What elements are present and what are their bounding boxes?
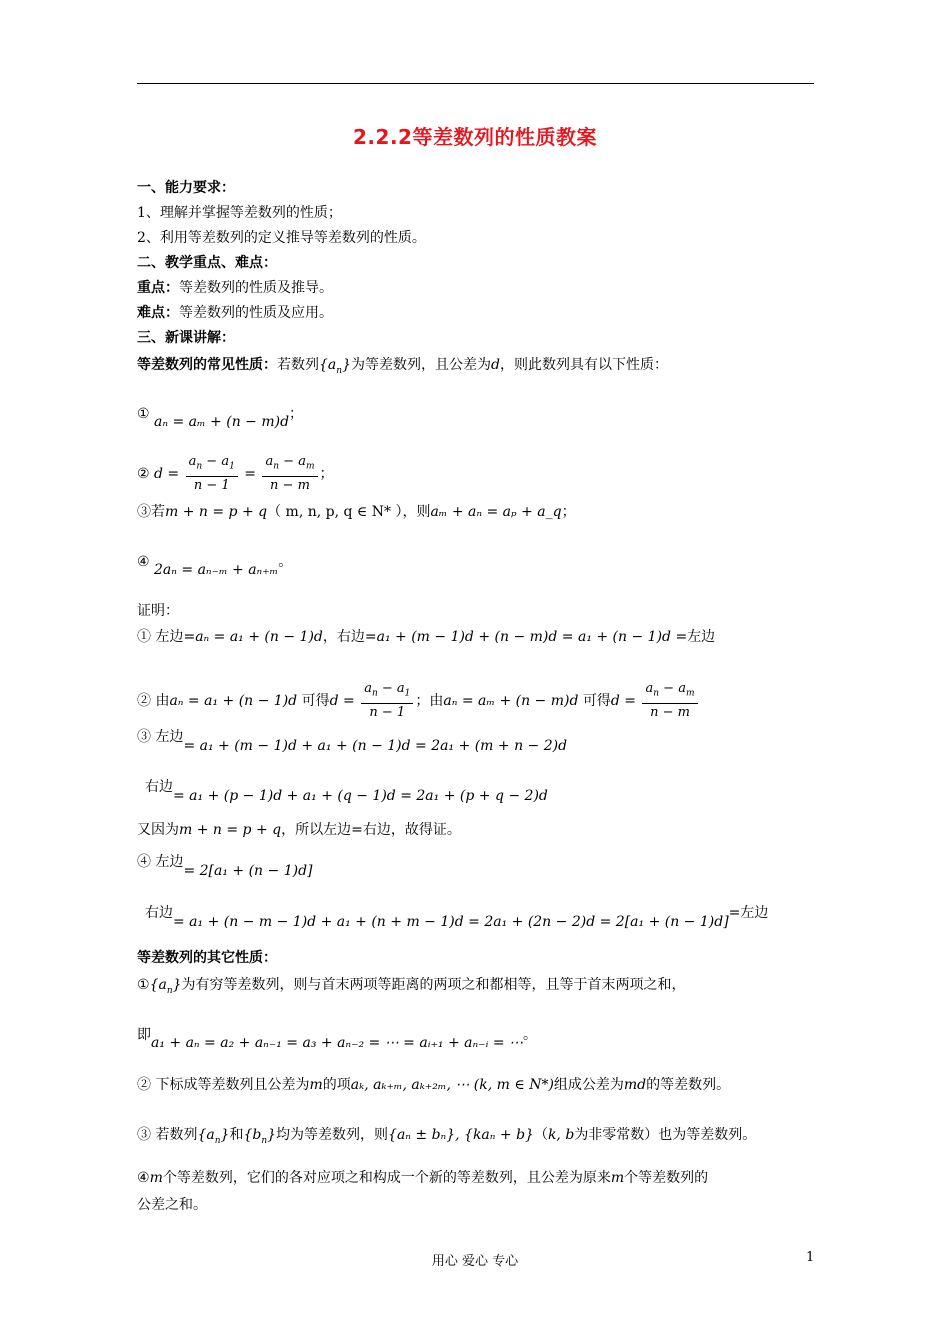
proof-3-conclusion <box>137 820 461 840</box>
proof1-lead: ① 左边= <box>137 629 196 645</box>
proof2-a: aₙ = a₁ + (n − 1)d <box>169 692 298 709</box>
o2-text-b: 的项 <box>322 1077 351 1093</box>
section-1-heading: 一、能力要求： <box>137 180 235 196</box>
proof3-rlabel: 右边 <box>145 779 173 795</box>
o4-text-a: ④ <box>137 1170 150 1186</box>
p3-end: ； <box>561 504 576 520</box>
o3-text-c: （ <box>533 1127 548 1143</box>
o3-text-b: 均为等差数列，则 <box>276 1127 389 1143</box>
other-property-4-cont: 公差之和。 <box>137 1197 207 1213</box>
proof-2 <box>137 680 700 722</box>
proof1-tail: 左边 <box>687 629 716 645</box>
p1-formula: aₙ = aₘ + (n − m)d <box>154 414 290 430</box>
diff-label: 难点： <box>137 305 179 321</box>
proof3-cond: m + n = p + q <box>179 822 282 838</box>
d-symbol: d <box>490 357 500 373</box>
proof2-sep: ；由 <box>415 692 444 709</box>
other-property-3 <box>137 1125 756 1151</box>
o4-text-c: 个等差数列的 <box>624 1170 709 1186</box>
p1-mark: ① <box>137 406 150 422</box>
o4-m: m <box>149 1170 163 1186</box>
proof-3-left <box>137 727 568 754</box>
o3-and: 和 <box>229 1127 244 1143</box>
o3-text-a: ③ 若数列 <box>137 1127 198 1143</box>
p3-result: aₘ + aₙ = aₚ + a_q <box>430 504 562 520</box>
proof2-get-2: 可得 <box>578 692 611 709</box>
o4-m2: m <box>610 1170 625 1186</box>
proof1-b: a₁ + (m − 1)d + (n − m)d = a₁ + (n − 1)d = <box>376 629 688 645</box>
p4-end: 。 <box>278 554 293 570</box>
o4-text-b: 个等差数列，它们的各对应项之和构成一个新的等差数列，且公差为原来 <box>162 1170 611 1186</box>
proof4-left: = 2[a₁ + (n − 1)d] <box>183 863 313 879</box>
p3-mark: ③若 <box>137 504 165 520</box>
proof3-conc: ，所以左边=右边，故得证。 <box>281 822 461 838</box>
o2-formula: aₖ, aₖ₊ₘ, aₖ₊₂ₘ, ⋯ (k, m ∈ N*) <box>350 1077 554 1093</box>
intro-text-3: ，则此数列具有以下性质： <box>499 357 668 373</box>
seq-a-symbol: $\{a_n\}$ <box>149 977 182 996</box>
proof2-frac-2: d = $\frac{a_n - a_m}{n - m}$ <box>611 693 700 709</box>
o1-lead: 即 <box>137 1027 151 1043</box>
ability-item-1: 1、理解并掌握等差数列的性质； <box>137 205 342 221</box>
p4-mark: ④ <box>137 554 150 570</box>
common-label: 等差数列的常见性质： <box>137 357 277 373</box>
property-4 <box>137 552 293 578</box>
section-3-heading: 三、新课讲解： <box>137 330 235 346</box>
footer-text: 用心 爱心 专心 <box>431 1254 519 1269</box>
property-2: ② d = $\frac{a_n - a_1}{n - 1}$ = $\frac{a_n - a_m}{n - m}$ ； <box>137 454 334 493</box>
header-rule <box>137 83 814 84</box>
proof-4-right <box>145 903 769 930</box>
other-property-2 <box>137 1075 730 1095</box>
proof3-right: = a₁ + (p − 1)d + a₁ + (q − 1)d = 2a₁ + (p + q − 2)d <box>173 788 548 804</box>
ability-item-2: 2、利用等差数列的定义推导等差数列的性质。 <box>137 230 426 246</box>
key-point <box>137 278 333 298</box>
proof4-rlabel: 右边 <box>145 905 173 921</box>
seq-a-symbol: $\{a_n\}$ <box>197 1127 230 1146</box>
proof4-right: = a₁ + (n − m − 1)d + a₁ + (n + m − 1)d = 2a₁ + (2n − 2)d = 2[a₁ + (n − 1)d] <box>173 914 729 930</box>
proof4-lead: ④ 左边 <box>137 854 184 870</box>
other-property-1-formula <box>137 1025 538 1051</box>
page-title: 2.2.2等差数列的性质教案 <box>353 125 597 149</box>
proof2-lead: ② 由 <box>137 692 170 709</box>
proof-1 <box>137 627 715 647</box>
diff-text: 等差数列的性质及应用。 <box>179 305 333 321</box>
proof3-left: = a₁ + (m − 1)d + a₁ + (n − 1)d = 2a₁ + (m + n − 2)d <box>183 738 568 754</box>
p1-end: ； <box>289 406 304 422</box>
o1-text: 为有穷等差数列，则与首末两项等距离的两项之和都相等，且等于首末两项之和， <box>181 977 686 993</box>
key-label: 重点： <box>137 280 179 296</box>
key-text: 等差数列的性质及推导。 <box>179 280 333 296</box>
page-number: 1 <box>806 1250 815 1265</box>
property-3 <box>137 502 576 522</box>
o2-text-a: ② 下标成等差数列且公差为 <box>137 1077 310 1093</box>
seq-b-symbol: $\{b_n\}$ <box>243 1127 277 1146</box>
o3-kb: k, b <box>547 1127 575 1143</box>
p2-mark: ② <box>137 465 150 482</box>
proof-3-right <box>145 777 548 804</box>
proof1-a: aₙ = a₁ + (n − 1)d <box>195 629 323 645</box>
o1-formula: a₁ + aₙ = a₂ + aₙ₋₁ = a₃ + aₙ₋₂ = ⋯ = aᵢ₊₁ + aₙ₋ᵢ = ⋯ <box>151 1035 524 1051</box>
o1-end: 。 <box>523 1027 538 1043</box>
proof3-also: 又因为 <box>137 822 179 838</box>
o2-text-c: 组成公差为 <box>553 1077 624 1093</box>
proof-4-left <box>137 852 313 879</box>
o2-m: m <box>309 1077 323 1093</box>
property-1 <box>137 404 304 430</box>
common-properties-intro <box>137 355 668 381</box>
other-property-4 <box>137 1168 708 1188</box>
proof2-b: aₙ = aₘ + (n − m)d <box>443 692 579 709</box>
p2-formula: d = $\frac{a_n - a_1}{n - 1}$ = $\frac{a_n - a_m}{n - m}$ <box>154 466 319 482</box>
o2-text-d: 的等差数列。 <box>646 1077 731 1093</box>
proof2-get: 可得 <box>297 692 330 709</box>
difficult-point <box>137 303 333 323</box>
proof4-tail: =左边 <box>728 905 769 921</box>
fraction: $\frac{a_n - a_m}{n - m}$ <box>262 453 317 495</box>
o3-text-d: 为非零常数）也为等差数列。 <box>574 1127 757 1143</box>
intro-text-2: 为等差数列，且公差为 <box>350 357 491 373</box>
other-property-1 <box>137 975 686 1001</box>
o1-mark: ① <box>137 977 150 993</box>
proof1-mid: ，右边= <box>322 629 377 645</box>
p3-cond: （ m, n, p, q ∈ N* ），则 <box>267 504 431 520</box>
p4-formula: 2aₙ = aₙ₋ₘ + aₙ₊ₘ <box>154 562 279 578</box>
seq-a-symbol: $\{a_n\}$ <box>319 357 351 376</box>
proof3-lead: ③ 左边 <box>137 729 184 745</box>
section-4-heading: 等差数列的其它性质： <box>137 950 277 966</box>
o3-formula: {aₙ ± bₙ}, {kaₙ + b} <box>388 1127 534 1143</box>
proof2-frac-1: d = $\frac{a_n - a_1}{n - 1}$ <box>330 693 416 709</box>
p3-formula: m + n = p + q <box>165 504 268 520</box>
section-2-heading: 二、教学重点、难点： <box>137 255 277 271</box>
fraction: $\frac{a_n - a_1}{n - 1}$ <box>186 453 238 495</box>
proof-label: 证明： <box>137 603 179 619</box>
intro-text: 若数列 <box>277 357 319 373</box>
o2-md: md <box>623 1077 647 1093</box>
